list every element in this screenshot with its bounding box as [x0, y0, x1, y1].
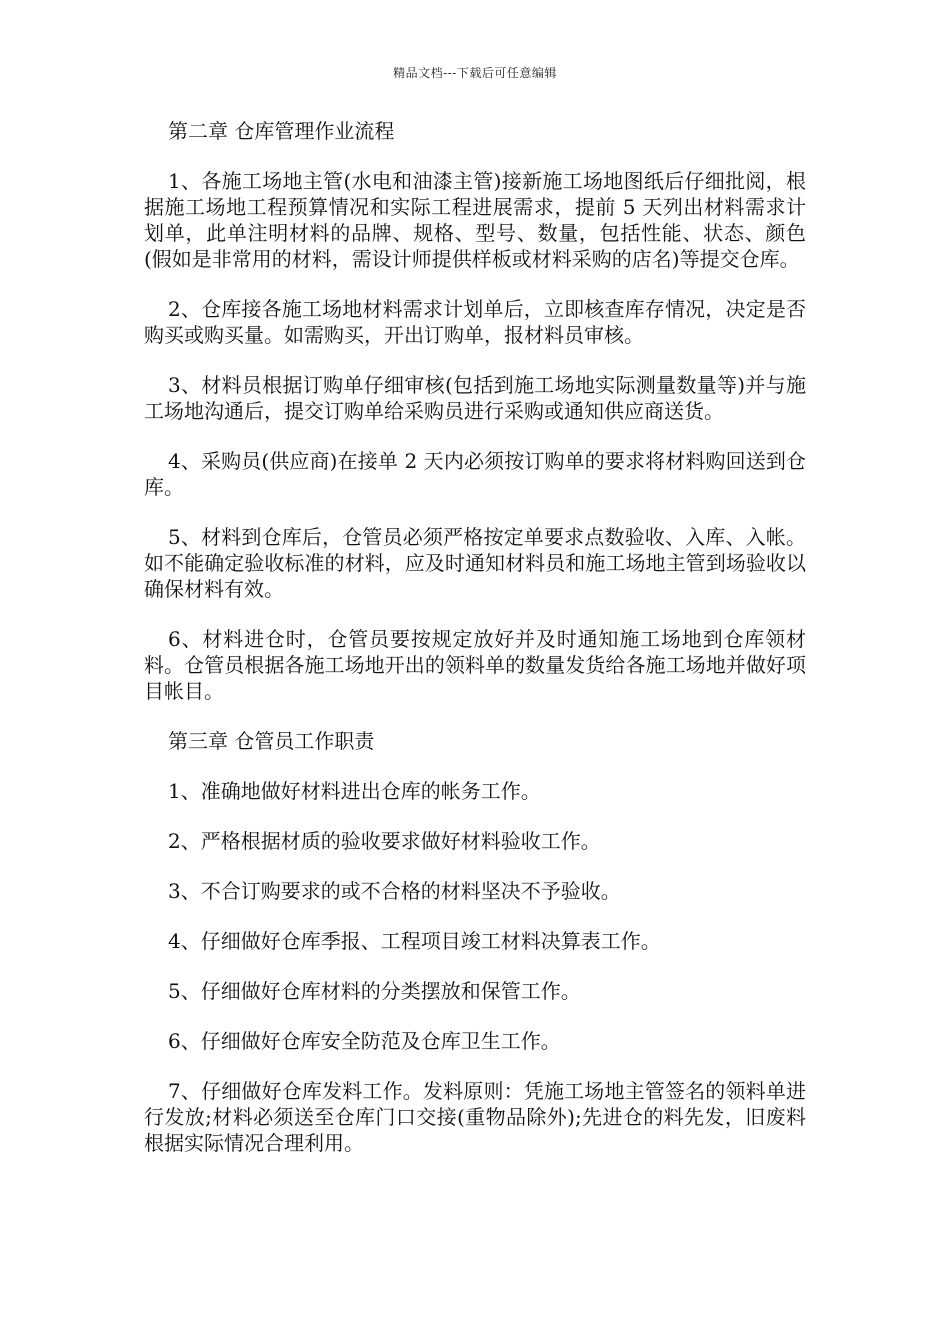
chapter-3-item-3: 3、不合订购要求的或不合格的材料坚决不予验收。 — [168, 879, 621, 903]
chapter-3-item-7: 7、仔细做好仓库发料工作。发料原则：凭施工场地主管签名的领料单进行发放;材料必须送至仓库门口交接(重物品除外);先进仓的料先发，旧废料根据实际情况合理利用。 — [144, 1079, 806, 1155]
chapter-2-item-6: 6、材料进仓时，仓管员要按规定放好并及时通知施工场地到仓库领材料。仓管员根据各施工场地开出的领料单的数量发货给各施工场地并做好项目帐目。 — [144, 627, 806, 703]
chapter-3-item-2: 2、严格根据材质的验收要求做好材料验收工作。 — [168, 829, 601, 853]
chapter-2-item-2: 2、仓库接各施工场地材料需求计划单后，立即核查库存情况，决定是否购买或购买量。如需购买，开出订购单，报材料员审核。 — [144, 297, 806, 347]
chapter-3-item-6: 6、仔细做好仓库安全防范及仓库卫生工作。 — [168, 1029, 561, 1053]
chapter-2-title: 第二章 仓库管理作业流程 — [168, 119, 395, 143]
chapter-2-item-5: 5、材料到仓库后，仓管员必须严格按定单要求点数验收、入库、入帐。如不能确定验收标准的材料，应及时通知材料员和施工场地主管到场验收以确保材料有效。 — [144, 525, 806, 601]
document-body — [144, 118, 806, 1180]
page-header: 精品文档---下载后可任意编辑 — [393, 66, 557, 80]
chapter-2-item-1: 1、各施工场地主管(水电和油漆主管)接新施工场地图纸后仔细批阅，根据施工场地工程预算情况和实际工程进展需求，提前 5 天列出材料需求计划单，此单注明材料的品牌、规格、型号、数量，包括性能、状态、颜色(假如是非常用的材料，需设计师提供样板或材料采购的店名)等提交仓库。 — [144, 169, 806, 271]
chapter-3-item-1: 1、准确地做好材料进出仓库的帐务工作。 — [168, 779, 541, 803]
chapter-3-item-4: 4、仔细做好仓库季报、工程项目竣工材料决算表工作。 — [168, 929, 661, 953]
chapter-3-title: 第三章 仓管员工作职责 — [168, 729, 375, 753]
chapter-2-item-3: 3、材料员根据订购单仔细审核(包括到施工场地实际测量数量等)并与施工场地沟通后，提交订购单给采购员进行采购或通知供应商送货。 — [144, 373, 806, 423]
chapter-3-item-5: 5、仔细做好仓库材料的分类摆放和保管工作。 — [168, 979, 581, 1003]
chapter-2-item-4: 4、采购员(供应商)在接单 2 天内必须按订购单的要求将材料购回送到仓库。 — [144, 449, 806, 499]
